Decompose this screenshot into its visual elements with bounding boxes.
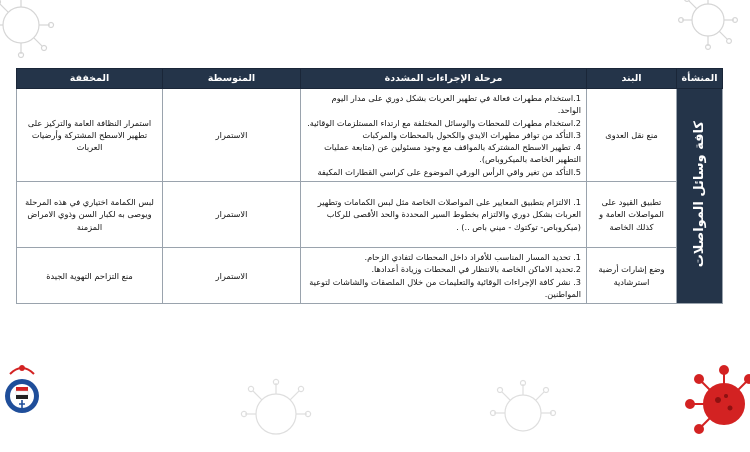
medium-phase-cell: الاستمرار	[163, 89, 301, 182]
table-row	[17, 248, 723, 304]
header-medium: المتوسطة	[163, 69, 301, 89]
strict-measure: 2.تحديد الاماكن الخاصة بالانتظار في المحطات وزيادة أعدادها.	[371, 264, 581, 275]
table-row	[17, 89, 723, 182]
light-phase-cell: منع التزاحم التهوية الجيدة	[17, 248, 163, 304]
strict-measures-cell	[301, 89, 587, 182]
header-light: المخففة	[17, 69, 163, 89]
virus-icon	[488, 378, 558, 448]
table-row	[17, 182, 723, 248]
facility-cell	[677, 89, 723, 304]
light-phase-cell: استمرار النظافة العامة والتركيز على تطهير الاسطح المشتركة وأرضيات العربات	[17, 89, 163, 182]
virus-icon	[238, 376, 314, 452]
header-item: البند	[587, 69, 677, 89]
strict-measure: 3. نشر كافة الإجراءات الوقائية والتعليمات من خلال الملصقات والشاشات لتوعية المواطنين.	[309, 276, 581, 299]
strict-measure: 2.استخدام مطهرات للمحطات والوسائل المختلفة مع ارتداء المستلزمات الوقائية.	[307, 117, 581, 128]
strict-measure: 1. تحديد المسار المناسب للأفراد داخل المحطات لتفادي الزحام.	[364, 252, 581, 263]
strict-measure: 4. تطهير الاسطح المشتركة بالمواقف مع وجود مسئولين عن (متابعة عمليات التطهير الخاصة بالميكروباص).	[324, 142, 581, 165]
measures-table	[16, 68, 723, 304]
virus-icon	[676, 0, 740, 52]
item-cell: منع نقل العدوى	[587, 89, 677, 182]
light-phase-cell: لبس الكمامة اختياري في هذه المرحلة ويوصى به لكبار السن وذوي الامراض المزمنة	[17, 182, 163, 248]
strict-measure: 3.التأكد من توافر مطهرات الايدي والكحول بالمحطات والمركبات	[362, 129, 581, 140]
virus-icon	[0, 0, 56, 60]
strict-measure: 5.التأكد من تغير واقي الرأس الورقي الموضوع على كراسي القطارات المكيفة	[317, 166, 581, 177]
strict-measure: 1. الالتزام بتطبيق المعايير على المواصلات الخاصة مثل لبس الكمامات وتطهير العربات بشكل دوري والالتزام بخطوط السير المحددة والحد الأقصى للركاب (ميكروباص- توكتوك - ميني باص ..) .	[317, 197, 581, 232]
header-facility: المنشأة	[677, 69, 723, 89]
medium-phase-cell: الاستمرار	[163, 182, 301, 248]
virus-icon	[680, 360, 750, 440]
medium-phase-cell: الاستمرار	[163, 248, 301, 304]
table-header-row	[17, 69, 723, 89]
facility-label: كافة وسائل المواصلات	[691, 121, 707, 268]
strict-measures-cell	[301, 182, 587, 248]
strict-measures-cell	[301, 248, 587, 304]
strict-measure: 1.استخدام مطهرات فعالة في تطهير العربات بشكل دوري على مدار اليوم الواحد.	[331, 93, 581, 116]
header-strict: مرحلة الإجراءات المشددة	[301, 69, 587, 89]
item-cell: وضع إشارات أرضية استرشادية	[587, 248, 677, 304]
item-cell: تطبيق القيود على المواصلات العامة و كذلك الخاصة	[587, 182, 677, 248]
ministry-of-health-logo	[2, 354, 42, 424]
